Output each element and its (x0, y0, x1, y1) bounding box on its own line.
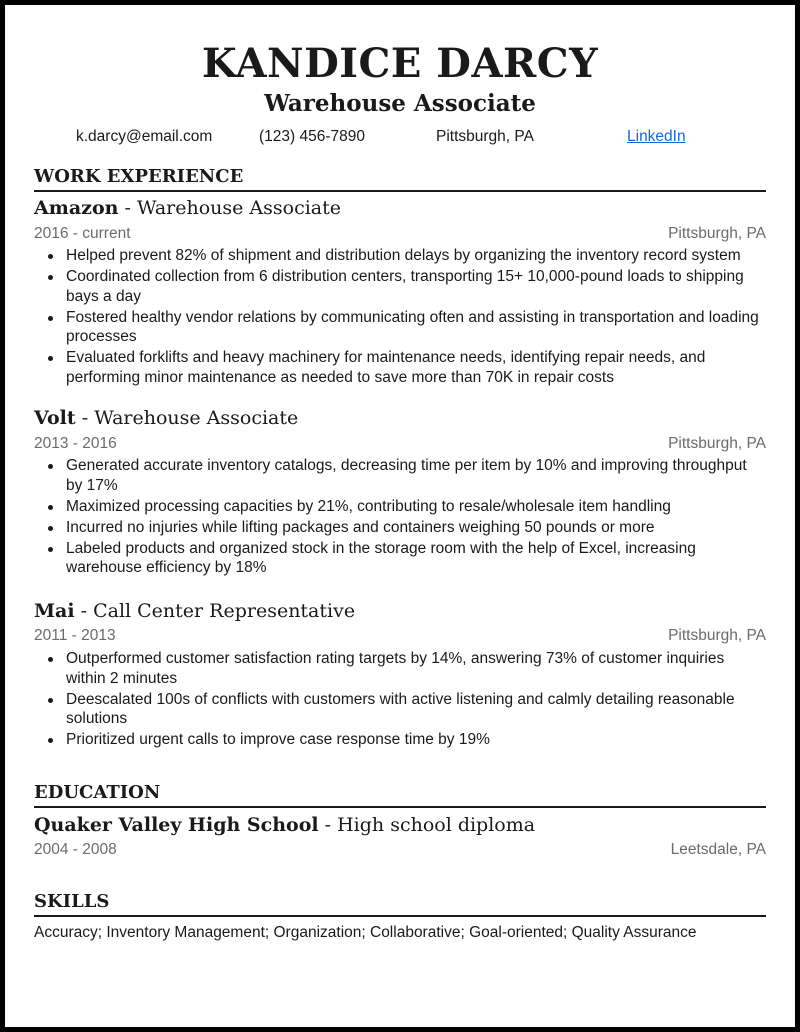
job-dates: 2011 - 2013 (34, 627, 116, 644)
work-experience-heading: WORK EXPERIENCE (34, 166, 766, 192)
job-role: Warehouse Associate (136, 197, 342, 219)
job-bullet: Prioritized urgent calls to improve case response time by 19% (34, 730, 766, 750)
resume-page (5, 5, 795, 1027)
job-bullet: Fostered healthy vendor relations by communicating often and assisting in transportation and loading processes (34, 308, 766, 347)
job-bullet: Incurred no injuries while lifting packages and containers weighing 50 pounds or more (34, 518, 766, 538)
job-bullets (34, 246, 766, 389)
job-meta (34, 626, 766, 646)
job-bullet: Labeled products and organized stock in the storage room with the help of Excel, increasing warehouse efficiency by 18% (34, 539, 766, 578)
job-header (34, 599, 355, 623)
linkedin-link[interactable]: LinkedIn (627, 128, 686, 145)
job-separator: - (124, 197, 131, 219)
contact-location: Pittsburgh, PA (436, 128, 534, 145)
job-company: Volt (34, 407, 76, 429)
job-bullet: Outperformed customer satisfaction rating targets by 14%, answering 73% of customer inquiries within 2 minutes (34, 649, 766, 688)
education-degree: High school diploma (337, 814, 536, 836)
contact-phone: (123) 456-7890 (259, 128, 365, 145)
job-location: Pittsburgh, PA (668, 225, 766, 242)
job-bullet: Deescalated 100s of conflicts with customers with active listening and calmly detailing reasonable solutions (34, 690, 766, 729)
education-meta (34, 840, 766, 860)
job-bullet: Helped prevent 82% of shipment and distribution delays by organizing the inventory record system (34, 246, 766, 266)
job-company: Amazon (34, 197, 119, 219)
candidate-name: KANDICE DARCY (201, 40, 599, 87)
contact-email[interactable]: k.darcy@email.com (76, 128, 213, 145)
job-separator: - (81, 407, 89, 429)
education-location: Leetsdale, PA (670, 841, 766, 858)
skills-list: Accuracy; Inventory Management; Organization; Collaborative; Goal-oriented; Quality Assurance (34, 924, 697, 941)
job-bullet: Maximized processing capacities by 21%, contributing to resale/wholesale item handling (34, 497, 766, 517)
education-school: Quaker Valley High School (34, 814, 319, 836)
job-role: Call Center Representative (93, 600, 356, 622)
job-company: Mai (34, 600, 75, 622)
job-location: Pittsburgh, PA (668, 627, 766, 644)
job-meta (34, 434, 766, 454)
job-location: Pittsburgh, PA (668, 435, 766, 452)
job-separator: - (80, 600, 88, 622)
job-bullet: Evaluated forklifts and heavy machinery for maintenance needs, identifying repair needs, and performing minor maintenance as needed to save more than 70K in repair costs (34, 348, 766, 387)
job-meta (34, 224, 766, 244)
job-bullets (34, 649, 766, 751)
education-heading: EDUCATION (34, 782, 766, 808)
job-bullets (34, 456, 766, 579)
job-header (34, 406, 298, 430)
education-separator: - (324, 814, 332, 836)
job-role: Warehouse Associate (94, 407, 299, 429)
job-dates: 2016 - current (34, 225, 131, 242)
education-dates: 2004 - 2008 (34, 841, 117, 858)
skills-heading: SKILLS (34, 891, 766, 917)
job-header (34, 196, 341, 220)
education-header (34, 813, 535, 837)
candidate-title: Warehouse Associate (264, 90, 536, 117)
job-dates: 2013 - 2016 (34, 435, 117, 452)
job-bullet: Generated accurate inventory catalogs, decreasing time per item by 10% and improving throughput by 17% (34, 456, 766, 495)
job-bullet: Coordinated collection from 6 distribution centers, transporting 15+ 10,000-pound loads to shipping bays a day (34, 267, 766, 306)
